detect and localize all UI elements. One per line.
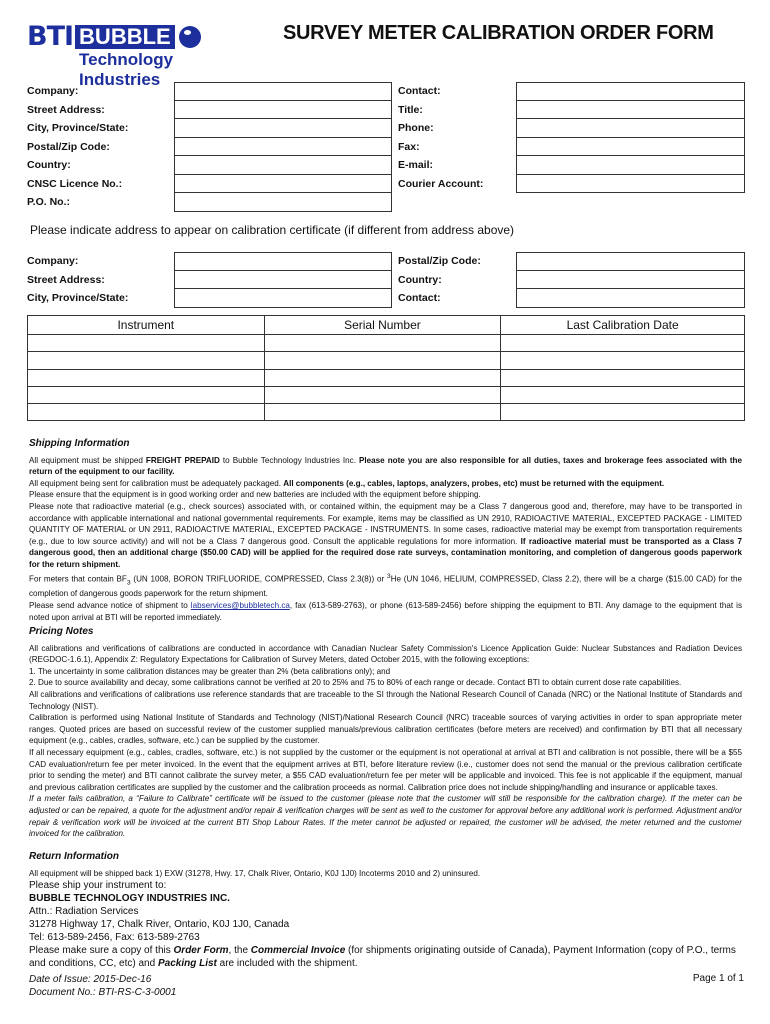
shipping-paragraph: Please ensure that the equipment is in good working order and new batteries are included with the equipment before shipping.: [29, 490, 481, 500]
calibration-date-cell[interactable]: [501, 404, 745, 421]
bti-logo: [27, 21, 252, 89]
return-section: [29, 851, 742, 970]
serial-number-cell[interactable]: [264, 369, 501, 386]
instrument-table: [27, 315, 745, 421]
shipping-paragraph: For meters that contain $BF_3$ (UN 1008, BORON TRIFLUORIDE, COMPRESSED, Class 2.3(8)) or $^3$He (UN 1046, HELIUM, COMPRESSED, Class 2.2), there will be a charge ($15.00 CAD) for the completion of dangerous goods paperwork for the return shipment.: [29, 572, 742, 599]
contact-label: Contact:: [398, 85, 441, 97]
company-label: Company:: [27, 85, 79, 97]
cert-city-field[interactable]: [174, 289, 392, 308]
pricing-paragraph: 2. Due to source availability and decay, some calibrations cannot be verified at 20 to 25% and 75 to 80% of each range or decade. Contact BTI to obtain current dose rate capabilities.: [29, 678, 682, 688]
pricing-section: [29, 626, 742, 840]
table-header-row: [28, 316, 745, 335]
title-label: Title:: [398, 103, 423, 116]
document-number: Document No.: BTI-RS-C-3-0001: [29, 987, 177, 998]
ship-to-address: 31278 Highway 17, Chalk River, Ontario, K0J 1J0, Canada: [29, 919, 290, 931]
country-field[interactable]: [174, 156, 392, 175]
return-title: Return Information: [29, 851, 119, 862]
certificate-address-prompt: Please indicate address to appear on calibration certificate (if different from address above): [30, 223, 515, 237]
logo-bubble-text: BUBBLE: [75, 25, 175, 49]
cert-contact-label: Contact:: [398, 292, 441, 304]
postal-code-label: Postal/Zip Code:: [27, 140, 110, 153]
field-row: [27, 252, 745, 271]
calibration-date-cell[interactable]: [501, 335, 745, 352]
email-label: E-mail:: [398, 159, 434, 171]
bubble-icon: [179, 26, 201, 48]
ship-to-block: [29, 879, 742, 970]
table-row: [28, 335, 745, 352]
serial-number-cell[interactable]: [264, 335, 501, 352]
field-row: [27, 289, 745, 308]
cert-city-label: City, Province/State:: [27, 292, 129, 304]
cnsc-licence-field[interactable]: [174, 175, 392, 194]
city-label: City, Province/State:: [27, 122, 129, 134]
courier-account-label: Courier Account:: [398, 177, 484, 190]
footer-info: [29, 973, 176, 999]
table-row: [28, 369, 745, 386]
pricing-paragraph: Calibration is performed using National Institute of Standards and Technology (NIST)/National Research Council (NRC) traceable sources of varying activities in order to span appropriate meter ranges. Quoted prices are based on successful review of the customer supplied manuals/previous calibration certificates (before meters are received) and confirmation by BTI that all necessary equipment (e.g., cables, cradles, software, etc.) can be supplied by the customer.: [29, 713, 742, 746]
table-row: [28, 404, 745, 421]
pricing-paragraph: All calibrations and verifications of calibrations are conducted in accordance with Canadian Nuclear Safety Commission's Licence Application Guide: Nuclear Substances and Radiation Devices (REGDOC-1.6.1), Appendix Z: Regulatory Expectations for Calibration of Survey Meters, dated October 2015, with the following exceptions:: [29, 643, 742, 665]
po-number-field[interactable]: [174, 193, 392, 212]
table-row: [28, 352, 745, 369]
serial-number-header: Serial Number: [264, 316, 501, 335]
shipping-title: Shipping Information: [29, 438, 130, 449]
cert-postal-code-field[interactable]: [516, 252, 745, 271]
field-row: [27, 271, 745, 290]
instrument-cell[interactable]: [28, 386, 265, 403]
field-row: [27, 138, 745, 157]
pricing-paragraph: If all necessary equipment (e.g., cables, cradles, software, etc.) is not supplied by the customer or the equipment is not operational at arrival at BTI and calibration is not possible, there will be a $55 CAD evaluation/return fee per meter invoiced. In the event that the equipment arrives at BTI, before literature review (i.e., customer does not send the manual or the previous calibration certificate prior to sending the meter) and BTI cannot calibrate the survey meter, a $55 CAD evaluation/return fee per meter will be applicable and invoiced. This fee is not applicable if the equipment, manual and previous calibration certificates are supplied by the customer and the calibration proceeds as normal. Calibration price does not include shipping/handling and insurance or applicable taxes.: [29, 747, 742, 792]
cert-postal-code-label: Postal/Zip Code:: [398, 255, 481, 267]
serial-number-cell[interactable]: [264, 386, 501, 403]
calibration-date-cell[interactable]: [501, 369, 745, 386]
cert-country-label: Country:: [398, 273, 442, 286]
shipping-paragraph: Please note that radioactive material (e.g., check sources) associated with, or contained within, the equipment may be a Class 7 dangerous good and, therefore, may have to be transported in accordance with applicable international and national governmental requirements. For example, items may be classified as UN 2910, RADIOACTIVE MATERIAL, EXCEPTED PACKAGE - LIMITED QUANTITY OF MATERIAL or UN 2911, RADIOACTIVE MATERIAL, EXCEPTED PACKAGE - INSTRUMENTS. In some cases, radioactive material may be exempt from transportation requirements (e.g., due to low source activity) and will not be a Class 7 dangerous good. Consult the applicable regulations for more information. If radioactive material must be transported as a Class 7 dangerous good, then an additional charge ($50.00 CAD) will be applied for the required dose rate surveys, contamination monitoring, and completion of dangerous goods paperwork for the return shipment.: [29, 501, 742, 569]
field-row: [27, 119, 745, 138]
email-link[interactable]: labservices@bubbletech.ca: [190, 601, 290, 611]
logo-subtitle: Technology Industries: [79, 50, 174, 89]
logo-bti-text: BTI: [27, 21, 74, 52]
title-field[interactable]: [516, 101, 745, 120]
shipping-paragraph: All equipment being sent for calibration must be adequately packaged. All components (e.g., cables, laptops, analyzers, probes, etc) must be returned with the equipment.: [29, 478, 665, 488]
pricing-paragraph: If a meter fails calibration, a “Failure to Calibrate” certificate will be issued to the customer (please note that the customer will still be responsible for the calibration charge). If the meter can be adjusted or can be repaired, a quote for the adjustment and/or repair & verification charges will be sent as well to the customer for approval before any additional work is performed. Adjustment and/or repair & verification work will be invoiced at the current BTI Shop Labour Rates. If the meter cannot be adjusted or repaired, the customer will be advised, the meter returned and the customer invoiced for the calibration.: [29, 794, 742, 839]
street-address-label: Street Address:: [27, 103, 105, 116]
street-address-field[interactable]: [174, 101, 392, 120]
ship-to-label: Please ship your instrument to:: [29, 880, 167, 892]
return-paragraph: All equipment will be shipped back 1) EXW (31278, Hwy. 17, Chalk River, Ontario, K0J 1J0) Incoterms 2010 and 2) uninsured.: [29, 868, 481, 878]
page-number: Page 1 of 1: [692, 973, 744, 984]
field-row: [27, 101, 745, 120]
cert-company-label: Company:: [27, 255, 79, 267]
ship-to-phone: Tel: 613-589-2456, Fax: 613-589-2763: [29, 932, 200, 944]
instrument-cell[interactable]: [28, 404, 265, 421]
instrument-cell[interactable]: [28, 352, 265, 369]
shipping-paragraph: Please send advance notice of shipment to labservices@bubbletech.ca, fax (613-589-2763), or phone (613-589-2456) before shipping the equipment to BTI. Any damage to the equipment that is noted upon arrival at BTI will be reported immediately.: [29, 601, 742, 622]
field-row: [27, 82, 745, 101]
serial-number-cell[interactable]: [264, 404, 501, 421]
field-row: [27, 175, 745, 194]
city-field[interactable]: [174, 119, 392, 138]
country-label: Country:: [27, 159, 71, 171]
email-field[interactable]: [516, 156, 745, 175]
cert-country-field[interactable]: [516, 271, 745, 290]
pricing-paragraph: All calibrations and verifications of calibrations use reference standards that are traceable to the SI through the National Research Council of Canada (NRC) or the National Institute of Standards and Technology (NIST).: [29, 689, 742, 711]
cert-contact-field[interactable]: [516, 289, 745, 308]
ship-to-attention: Attn.: Radiation Services: [29, 906, 139, 918]
cnsc-licence-label: CNSC Licence No.:: [27, 177, 123, 190]
ship-to-company: BUBBLE TECHNOLOGY INDUSTRIES INC.: [29, 893, 230, 905]
company-field[interactable]: [174, 82, 392, 101]
instrument-cell[interactable]: [28, 369, 265, 386]
field-row: [27, 193, 745, 212]
cert-street-address-field[interactable]: [174, 271, 392, 290]
date-of-issue: Date of Issue: 2015-Dec-16: [29, 974, 152, 985]
certificate-address-fields: [27, 252, 745, 308]
instrument-cell[interactable]: [28, 335, 265, 352]
instrument-header: Instrument: [28, 316, 265, 335]
po-number-label: P.O. No.:: [27, 196, 70, 208]
last-calibration-date-header: Last Calibration Date: [501, 316, 745, 335]
shipping-section: [29, 438, 742, 623]
fax-label: Fax:: [398, 140, 420, 153]
cert-street-address-label: Street Address:: [27, 273, 105, 286]
courier-account-field[interactable]: [516, 175, 745, 194]
contact-field[interactable]: [516, 82, 745, 101]
pricing-paragraph: 1. The uncertainty in some calibration distances may be greater than 2% (beta calibrations only); and: [29, 666, 391, 676]
fax-field[interactable]: [516, 138, 745, 157]
table-row: [28, 386, 745, 403]
shipping-paragraph: All equipment must be shipped FREIGHT PREPAID to Bubble Technology Industries Inc. Please note you are also responsible for all duties, taxes and brokerage fees associated with the return of the equipment to our facility.: [29, 455, 742, 477]
pricing-title: Pricing Notes: [29, 626, 94, 637]
serial-number-cell[interactable]: [264, 352, 501, 369]
phone-field[interactable]: [516, 119, 745, 138]
calibration-date-cell[interactable]: [501, 386, 745, 403]
postal-code-field[interactable]: [174, 138, 392, 157]
calibration-date-cell[interactable]: [501, 352, 745, 369]
ship-note: Please make sure a copy of this Order Form, the Commercial Invoice (for shipments originating outside of Canada), Payment Information (copy of P.O., terms and conditions, CC, etc) and Packing List are included with the shipment.: [29, 945, 736, 970]
field-row: [27, 156, 745, 175]
cert-company-field[interactable]: [174, 252, 392, 271]
phone-label: Phone:: [398, 122, 434, 134]
customer-fields: [27, 82, 745, 212]
page-title: SURVEY METER CALIBRATION ORDER FORM: [283, 22, 714, 44]
